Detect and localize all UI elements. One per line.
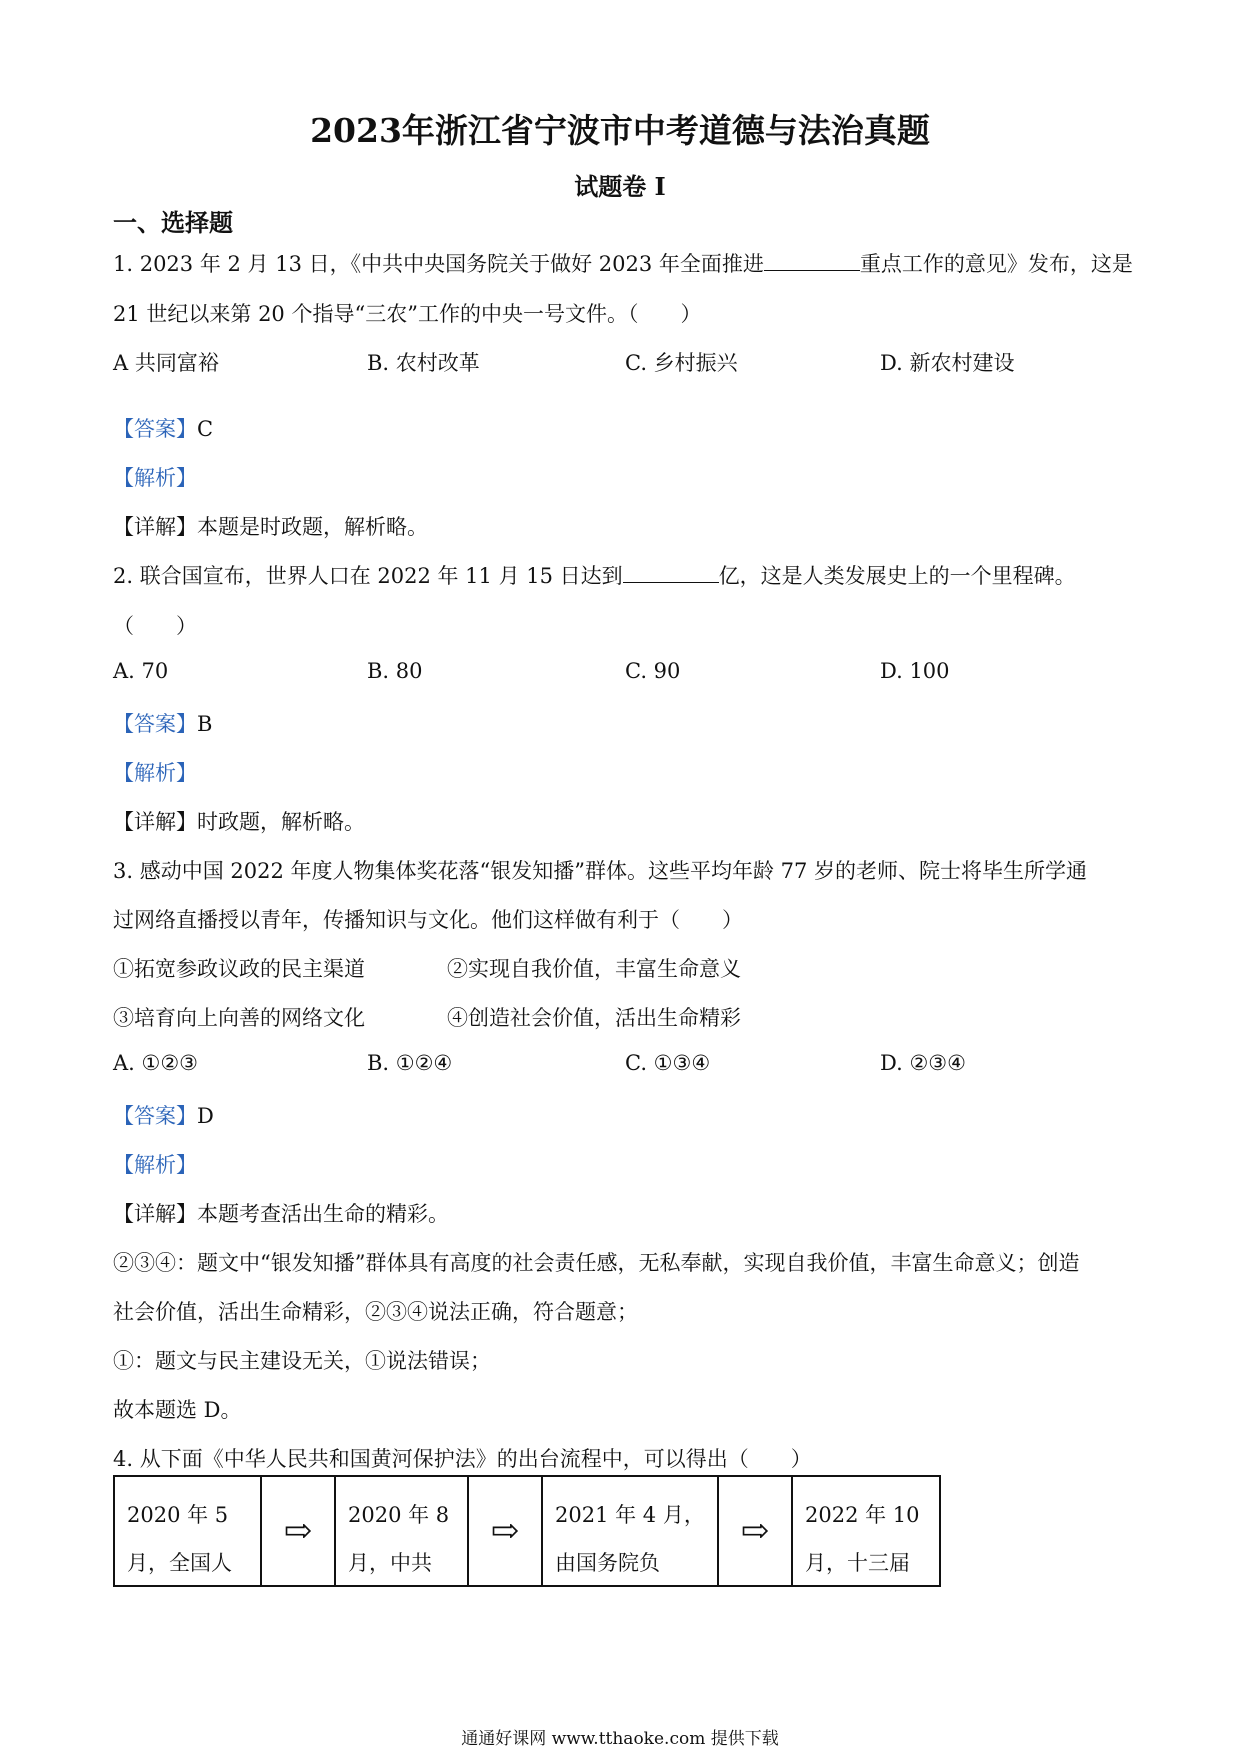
flow-step-text: 月，中共 bbox=[348, 1551, 432, 1575]
question-3-answer bbox=[113, 1100, 214, 1130]
question-2-stem-line2: （ ） bbox=[113, 614, 197, 638]
question-3-statement-2: ②实现自我价值，丰富生命意义 bbox=[447, 957, 741, 981]
right-arrow-icon: ⇨ bbox=[740, 1511, 770, 1551]
page-subtitle: 试题卷 I bbox=[574, 172, 666, 201]
question-4-stem-line1: 4. 从下面《中华人民共和国黄河保护法》的出台流程中，可以得出（ ） bbox=[113, 1447, 812, 1471]
detail-tag: 【详解】 bbox=[113, 515, 197, 539]
question-1-stem-line1 bbox=[113, 248, 1133, 278]
question-2-option-d: D. 100 bbox=[880, 659, 950, 683]
flow-step-text: 2022 年 10 bbox=[805, 1503, 920, 1527]
flow-step-3 bbox=[541, 1475, 719, 1587]
answer-tag: 【答案】 bbox=[113, 417, 197, 441]
answer-tag: 【答案】 bbox=[113, 1104, 197, 1128]
detail-tag: 【详解】 bbox=[113, 810, 197, 834]
question-1-option-a: A 共同富裕 bbox=[113, 351, 219, 375]
question-3-analysis-tag: 【解析】 bbox=[113, 1153, 197, 1177]
question-3-stem-line2: 过网络直播授以青年，传播知识与文化。他们这样做有利于（ ） bbox=[113, 908, 743, 932]
question-2-detail bbox=[113, 806, 365, 836]
flow-step-text: 2021 年 4 月， bbox=[555, 1503, 705, 1527]
detail-text: 本题考查活出生命的精彩。 bbox=[197, 1202, 449, 1226]
question-3-statement-4: ④创造社会价值，活出生命精彩 bbox=[447, 1006, 741, 1030]
question-2-analysis-tag: 【解析】 bbox=[113, 761, 197, 785]
flow-step-text: 由国务院负 bbox=[555, 1551, 660, 1575]
flow-step-4 bbox=[791, 1475, 941, 1587]
answer-tag: 【答案】 bbox=[113, 712, 197, 736]
question-3-option-b: B. ①②④ bbox=[367, 1051, 453, 1075]
answer-value: D bbox=[197, 1104, 214, 1128]
flow-step-2 bbox=[334, 1475, 469, 1587]
flow-step-1 bbox=[113, 1475, 262, 1587]
question-3-explain-line2: 社会价值，活出生命精彩，②③④说法正确，符合题意； bbox=[113, 1300, 638, 1324]
question-3-explain-line1: ②③④：题文中“银发知播”群体具有高度的社会责任感，无私奉献，实现自我价值，丰富生命意义；创造 bbox=[113, 1251, 1080, 1275]
question-3-explain-line4: 故本题选 D。 bbox=[113, 1398, 242, 1422]
question-1-option-d: D. 新农村建设 bbox=[880, 351, 1015, 375]
question-2-option-c: C. 90 bbox=[625, 659, 681, 683]
flow-arrow bbox=[467, 1475, 543, 1587]
flow-step-text: 2020 年 8 bbox=[348, 1503, 450, 1527]
fill-blank bbox=[623, 581, 719, 583]
flow-arrow bbox=[260, 1475, 336, 1587]
question-1-stem-part2: 重点工作的意见》发布，这是 bbox=[859, 252, 1133, 276]
question-1-stem-line2: 21 世纪以来第 20 个指导“三农”工作的中央一号文件。（ ） bbox=[113, 302, 702, 326]
detail-tag: 【详解】 bbox=[113, 1202, 197, 1226]
question-2-answer bbox=[113, 708, 212, 738]
question-2-stem-line1 bbox=[113, 560, 1076, 590]
question-1-option-c: C. 乡村振兴 bbox=[625, 351, 738, 375]
flow-step-text: 月，十三届 bbox=[805, 1551, 910, 1575]
right-arrow-icon: ⇨ bbox=[490, 1511, 520, 1551]
question-3-explain-line3: ①：题文与民主建设无关，①说法错误； bbox=[113, 1349, 491, 1373]
page-title: 2023年浙江省宁波市中考道德与法治真题 bbox=[310, 111, 930, 150]
question-1-option-b: B. 农村改革 bbox=[367, 351, 480, 375]
question-1-detail bbox=[113, 511, 428, 541]
question-3-statement-3: ③培育向上向善的网络文化 bbox=[113, 1006, 365, 1030]
question-3-detail bbox=[113, 1198, 449, 1228]
question-2-stem-part1: 2. 联合国宣布，世界人口在 2022 年 11 月 15 日达到 bbox=[113, 564, 623, 588]
section-heading: 一、选择题 bbox=[113, 208, 233, 237]
right-arrow-icon: ⇨ bbox=[283, 1511, 313, 1551]
answer-value: C bbox=[197, 417, 214, 441]
question-1-analysis-tag: 【解析】 bbox=[113, 466, 197, 490]
question-3-option-a: A. ①②③ bbox=[113, 1051, 198, 1075]
flow-step-text: 月，全国人 bbox=[127, 1551, 232, 1575]
flow-step-text: 2020 年 5 bbox=[127, 1503, 229, 1527]
detail-text: 时政题，解析略。 bbox=[197, 810, 365, 834]
answer-value: B bbox=[197, 712, 213, 736]
question-3-stem-line1: 3. 感动中国 2022 年度人物集体奖花落“银发知播”群体。这些平均年龄 77 岁的老师、院士将毕生所学通 bbox=[113, 859, 1088, 883]
question-2-stem-part2: 亿，这是人类发展史上的一个里程碑。 bbox=[718, 564, 1076, 588]
question-2-option-a: A. 70 bbox=[113, 659, 169, 683]
question-3-statement-1: ①拓宽参政议政的民主渠道 bbox=[113, 957, 365, 981]
detail-text: 本题是时政题，解析略。 bbox=[197, 515, 428, 539]
question-3-option-d: D. ②③④ bbox=[880, 1051, 966, 1075]
page-footer: 通通好课网 www.tthaoke.com 提供下载 bbox=[461, 1729, 779, 1749]
question-2-option-b: B. 80 bbox=[367, 659, 423, 683]
fill-blank bbox=[764, 269, 860, 271]
question-1-stem-part1: 1. 2023 年 2 月 13 日，《中共中央国务院关于做好 2023 年全面推进 bbox=[113, 252, 764, 276]
question-3-option-c: C. ①③④ bbox=[625, 1051, 711, 1075]
question-1-answer bbox=[113, 413, 213, 443]
flow-arrow bbox=[717, 1475, 793, 1587]
